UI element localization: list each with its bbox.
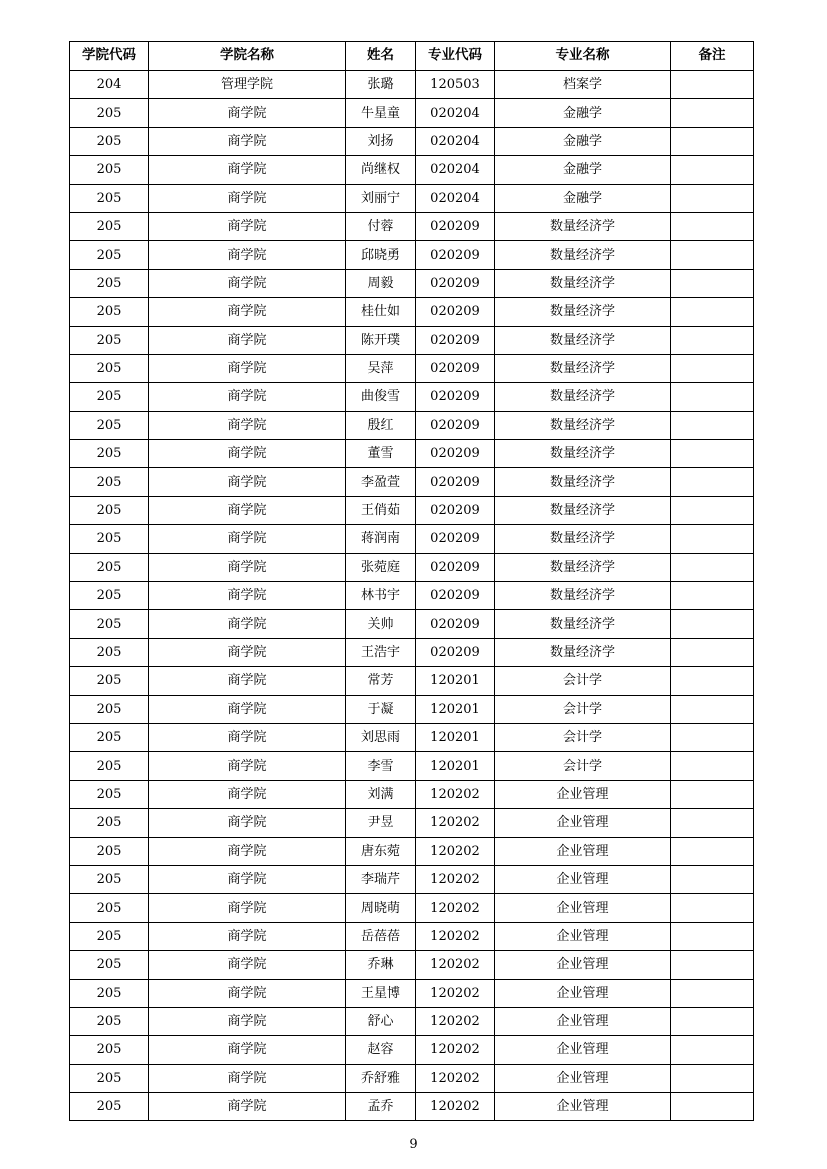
table-row — [70, 865, 754, 893]
major-name-cell: 会计学 — [495, 723, 671, 751]
college-code-cell: 205 — [70, 354, 149, 382]
major-name-cell: 会计学 — [495, 752, 671, 780]
college-name-cell: 商学院 — [149, 468, 346, 496]
major-code-cell: 020209 — [416, 212, 495, 240]
college-code-cell: 205 — [70, 1093, 149, 1121]
major-name-cell: 会计学 — [495, 695, 671, 723]
major-name-cell: 企业管理 — [495, 809, 671, 837]
college-code-cell: 205 — [70, 837, 149, 865]
remarks-cell — [671, 1007, 754, 1035]
college-code-cell: 205 — [70, 411, 149, 439]
remarks-cell — [671, 411, 754, 439]
table-row — [70, 440, 754, 468]
table-row — [70, 298, 754, 326]
college-code-cell: 205 — [70, 582, 149, 610]
college-name-cell: 商学院 — [149, 837, 346, 865]
remarks-cell — [671, 1093, 754, 1121]
college-name-cell: 商学院 — [149, 326, 346, 354]
major-name-cell: 企业管理 — [495, 780, 671, 808]
major-code-cell: 120202 — [416, 922, 495, 950]
major-code-cell: 120202 — [416, 865, 495, 893]
college-name-cell: 商学院 — [149, 979, 346, 1007]
student-name-cell: 乔琳 — [346, 951, 416, 979]
remarks-cell — [671, 212, 754, 240]
table-row — [70, 610, 754, 638]
major-name-cell: 企业管理 — [495, 1064, 671, 1092]
remarks-cell — [671, 383, 754, 411]
header-college-code: 学院代码 — [70, 42, 149, 71]
student-name-cell: 李瑞芹 — [346, 865, 416, 893]
page-number: 9 — [409, 1137, 418, 1152]
remarks-cell — [671, 894, 754, 922]
college-code-cell: 205 — [70, 525, 149, 553]
table-row — [70, 979, 754, 1007]
major-name-cell: 企业管理 — [495, 951, 671, 979]
student-name-cell: 付蓉 — [346, 212, 416, 240]
table-row — [70, 269, 754, 297]
college-code-cell: 205 — [70, 496, 149, 524]
remarks-cell — [671, 241, 754, 269]
college-name-cell: 商学院 — [149, 411, 346, 439]
student-name-cell: 张璐 — [346, 71, 416, 99]
student-name-cell: 王浩宇 — [346, 638, 416, 666]
college-code-cell: 205 — [70, 184, 149, 212]
remarks-cell — [671, 354, 754, 382]
major-code-cell: 020209 — [416, 269, 495, 297]
table-row — [70, 695, 754, 723]
remarks-cell — [671, 610, 754, 638]
remarks-cell — [671, 837, 754, 865]
table-row — [70, 837, 754, 865]
college-name-cell: 商学院 — [149, 809, 346, 837]
college-code-cell: 205 — [70, 298, 149, 326]
remarks-cell — [671, 326, 754, 354]
college-name-cell: 商学院 — [149, 298, 346, 326]
major-code-cell: 020209 — [416, 241, 495, 269]
remarks-cell — [671, 922, 754, 950]
student-name-cell: 林书宇 — [346, 582, 416, 610]
college-name-cell: 商学院 — [149, 553, 346, 581]
college-name-cell: 商学院 — [149, 525, 346, 553]
table-row — [70, 1064, 754, 1092]
major-code-cell: 020209 — [416, 440, 495, 468]
major-name-cell: 数量经济学 — [495, 468, 671, 496]
remarks-cell — [671, 553, 754, 581]
remarks-cell — [671, 582, 754, 610]
table-row — [70, 638, 754, 666]
major-code-cell: 120202 — [416, 979, 495, 1007]
remarks-cell — [671, 156, 754, 184]
roster-table — [69, 41, 754, 1121]
major-name-cell: 数量经济学 — [495, 298, 671, 326]
college-name-cell: 商学院 — [149, 1036, 346, 1064]
student-name-cell: 赵容 — [346, 1036, 416, 1064]
table-row — [70, 184, 754, 212]
student-name-cell: 周毅 — [346, 269, 416, 297]
major-code-cell: 120202 — [416, 894, 495, 922]
major-name-cell: 数量经济学 — [495, 241, 671, 269]
remarks-cell — [671, 1036, 754, 1064]
college-code-cell: 205 — [70, 894, 149, 922]
major-name-cell: 数量经济学 — [495, 610, 671, 638]
table-row — [70, 496, 754, 524]
student-name-cell: 李雪 — [346, 752, 416, 780]
major-name-cell: 数量经济学 — [495, 326, 671, 354]
college-name-cell: 商学院 — [149, 610, 346, 638]
college-name-cell: 商学院 — [149, 951, 346, 979]
college-code-cell: 205 — [70, 723, 149, 751]
remarks-cell — [671, 525, 754, 553]
student-name-cell: 刘思雨 — [346, 723, 416, 751]
college-name-cell: 商学院 — [149, 894, 346, 922]
major-code-cell: 020204 — [416, 184, 495, 212]
college-code-cell: 205 — [70, 269, 149, 297]
major-name-cell: 数量经济学 — [495, 411, 671, 439]
college-code-cell: 205 — [70, 865, 149, 893]
student-name-cell: 乔舒雅 — [346, 1064, 416, 1092]
college-code-cell: 205 — [70, 553, 149, 581]
table-row — [70, 525, 754, 553]
table-row — [70, 553, 754, 581]
header-row — [70, 42, 754, 71]
college-name-cell: 商学院 — [149, 752, 346, 780]
college-name-cell: 商学院 — [149, 269, 346, 297]
college-code-cell: 205 — [70, 156, 149, 184]
college-code-cell: 205 — [70, 695, 149, 723]
remarks-cell — [671, 184, 754, 212]
college-code-cell: 205 — [70, 440, 149, 468]
table-row — [70, 212, 754, 240]
major-code-cell: 020209 — [416, 638, 495, 666]
major-code-cell: 020204 — [416, 127, 495, 155]
table-row — [70, 71, 754, 99]
college-code-cell: 205 — [70, 326, 149, 354]
student-name-cell: 尹昱 — [346, 809, 416, 837]
student-name-cell: 孟乔 — [346, 1093, 416, 1121]
student-name-cell: 关帅 — [346, 610, 416, 638]
major-code-cell: 020209 — [416, 298, 495, 326]
remarks-cell — [671, 127, 754, 155]
college-code-cell: 205 — [70, 468, 149, 496]
major-name-cell: 数量经济学 — [495, 440, 671, 468]
student-name-cell: 尚继权 — [346, 156, 416, 184]
major-code-cell: 020204 — [416, 156, 495, 184]
student-name-cell: 牛星童 — [346, 99, 416, 127]
remarks-cell — [671, 71, 754, 99]
table-row — [70, 1093, 754, 1121]
student-name-cell: 刘丽宁 — [346, 184, 416, 212]
header-student-name: 姓名 — [346, 42, 416, 71]
major-code-cell: 020209 — [416, 553, 495, 581]
student-name-cell: 殷红 — [346, 411, 416, 439]
college-name-cell: 商学院 — [149, 1093, 346, 1121]
college-name-cell: 商学院 — [149, 922, 346, 950]
college-code-cell: 205 — [70, 667, 149, 695]
college-name-cell: 商学院 — [149, 354, 346, 382]
college-name-cell: 商学院 — [149, 156, 346, 184]
remarks-cell — [671, 468, 754, 496]
college-name-cell: 商学院 — [149, 865, 346, 893]
remarks-cell — [671, 865, 754, 893]
remarks-cell — [671, 298, 754, 326]
college-code-cell: 205 — [70, 780, 149, 808]
major-code-cell: 020204 — [416, 99, 495, 127]
remarks-cell — [671, 440, 754, 468]
college-code-cell: 205 — [70, 1064, 149, 1092]
major-code-cell: 120202 — [416, 951, 495, 979]
major-name-cell: 数量经济学 — [495, 638, 671, 666]
major-code-cell: 120503 — [416, 71, 495, 99]
major-name-cell: 会计学 — [495, 667, 671, 695]
college-code-cell: 205 — [70, 1036, 149, 1064]
major-code-cell: 120202 — [416, 1036, 495, 1064]
college-name-cell: 商学院 — [149, 695, 346, 723]
student-name-cell: 吴萍 — [346, 354, 416, 382]
student-name-cell: 王俏茹 — [346, 496, 416, 524]
college-code-cell: 205 — [70, 752, 149, 780]
major-code-cell: 020209 — [416, 383, 495, 411]
college-code-cell: 205 — [70, 241, 149, 269]
table-row — [70, 582, 754, 610]
table-row — [70, 780, 754, 808]
major-name-cell: 数量经济学 — [495, 582, 671, 610]
major-name-cell: 金融学 — [495, 156, 671, 184]
major-code-cell: 120202 — [416, 1093, 495, 1121]
table-row — [70, 809, 754, 837]
student-name-cell: 于凝 — [346, 695, 416, 723]
college-name-cell: 商学院 — [149, 667, 346, 695]
college-name-cell: 商学院 — [149, 1064, 346, 1092]
major-code-cell: 020209 — [416, 326, 495, 354]
major-code-cell: 020209 — [416, 354, 495, 382]
table-body — [70, 71, 754, 1121]
table-row — [70, 667, 754, 695]
major-code-cell: 120202 — [416, 1064, 495, 1092]
college-name-cell: 商学院 — [149, 99, 346, 127]
student-name-cell: 董雪 — [346, 440, 416, 468]
major-code-cell: 020209 — [416, 582, 495, 610]
table-row — [70, 241, 754, 269]
table-row — [70, 326, 754, 354]
college-code-cell: 205 — [70, 638, 149, 666]
major-code-cell: 020209 — [416, 610, 495, 638]
major-name-cell: 企业管理 — [495, 922, 671, 950]
major-name-cell: 数量经济学 — [495, 383, 671, 411]
student-name-cell: 刘满 — [346, 780, 416, 808]
major-name-cell: 档案学 — [495, 71, 671, 99]
student-name-cell: 曲俊雪 — [346, 383, 416, 411]
major-name-cell: 数量经济学 — [495, 496, 671, 524]
college-name-cell: 商学院 — [149, 383, 346, 411]
college-code-cell: 204 — [70, 71, 149, 99]
college-name-cell: 商学院 — [149, 241, 346, 269]
college-name-cell: 商学院 — [149, 496, 346, 524]
remarks-cell — [671, 496, 754, 524]
major-name-cell: 企业管理 — [495, 865, 671, 893]
remarks-cell — [671, 752, 754, 780]
college-name-cell: 商学院 — [149, 440, 346, 468]
student-name-cell: 桂仕如 — [346, 298, 416, 326]
major-name-cell: 数量经济学 — [495, 553, 671, 581]
major-code-cell: 120201 — [416, 695, 495, 723]
major-name-cell: 金融学 — [495, 127, 671, 155]
remarks-cell — [671, 1064, 754, 1092]
student-name-cell: 周晓萌 — [346, 894, 416, 922]
table-row — [70, 383, 754, 411]
college-name-cell: 商学院 — [149, 127, 346, 155]
major-code-cell: 020209 — [416, 411, 495, 439]
major-name-cell: 数量经济学 — [495, 354, 671, 382]
remarks-cell — [671, 99, 754, 127]
table-row — [70, 156, 754, 184]
student-name-cell: 舒心 — [346, 1007, 416, 1035]
student-name-cell: 王星博 — [346, 979, 416, 1007]
header-major-name: 专业名称 — [495, 42, 671, 71]
college-code-cell: 205 — [70, 922, 149, 950]
table-row — [70, 922, 754, 950]
college-code-cell: 205 — [70, 383, 149, 411]
remarks-cell — [671, 809, 754, 837]
major-code-cell: 120201 — [416, 752, 495, 780]
student-name-cell: 张菀庭 — [346, 553, 416, 581]
remarks-cell — [671, 695, 754, 723]
major-name-cell: 金融学 — [495, 99, 671, 127]
remarks-cell — [671, 269, 754, 297]
table-row — [70, 1036, 754, 1064]
student-name-cell: 常芳 — [346, 667, 416, 695]
college-code-cell: 205 — [70, 610, 149, 638]
student-name-cell: 岳蓓蓓 — [346, 922, 416, 950]
remarks-cell — [671, 979, 754, 1007]
major-code-cell: 020209 — [416, 496, 495, 524]
major-code-cell: 120202 — [416, 837, 495, 865]
major-code-cell: 020209 — [416, 468, 495, 496]
table-row — [70, 411, 754, 439]
student-name-cell: 邱晓勇 — [346, 241, 416, 269]
major-code-cell: 120202 — [416, 1007, 495, 1035]
header-remarks: 备注 — [671, 42, 754, 71]
major-name-cell: 金融学 — [495, 184, 671, 212]
table-row — [70, 723, 754, 751]
table-row — [70, 99, 754, 127]
student-name-cell: 蒋润南 — [346, 525, 416, 553]
table-row — [70, 951, 754, 979]
student-name-cell: 唐东菀 — [346, 837, 416, 865]
college-name-cell: 商学院 — [149, 582, 346, 610]
college-name-cell: 管理学院 — [149, 71, 346, 99]
remarks-cell — [671, 951, 754, 979]
table-row — [70, 894, 754, 922]
major-name-cell: 数量经济学 — [495, 525, 671, 553]
major-code-cell: 120201 — [416, 723, 495, 751]
college-code-cell: 205 — [70, 212, 149, 240]
college-code-cell: 205 — [70, 1007, 149, 1035]
major-code-cell: 120202 — [416, 780, 495, 808]
table-row — [70, 127, 754, 155]
table-row — [70, 1007, 754, 1035]
major-name-cell: 企业管理 — [495, 1007, 671, 1035]
major-code-cell: 120202 — [416, 809, 495, 837]
college-name-cell: 商学院 — [149, 184, 346, 212]
table-row — [70, 752, 754, 780]
header-major-code: 专业代码 — [416, 42, 495, 71]
major-name-cell: 数量经济学 — [495, 269, 671, 297]
remarks-cell — [671, 667, 754, 695]
college-name-cell: 商学院 — [149, 638, 346, 666]
table-row — [70, 468, 754, 496]
remarks-cell — [671, 780, 754, 808]
college-name-cell: 商学院 — [149, 780, 346, 808]
major-code-cell: 020209 — [416, 525, 495, 553]
major-code-cell: 120201 — [416, 667, 495, 695]
remarks-cell — [671, 723, 754, 751]
table-row — [70, 354, 754, 382]
major-name-cell: 企业管理 — [495, 837, 671, 865]
college-code-cell: 205 — [70, 127, 149, 155]
header-college-name: 学院名称 — [149, 42, 346, 71]
student-name-cell: 陈开璞 — [346, 326, 416, 354]
major-name-cell: 数量经济学 — [495, 212, 671, 240]
major-name-cell: 企业管理 — [495, 1036, 671, 1064]
college-name-cell: 商学院 — [149, 1007, 346, 1035]
major-name-cell: 企业管理 — [495, 894, 671, 922]
student-name-cell: 刘扬 — [346, 127, 416, 155]
college-code-cell: 205 — [70, 979, 149, 1007]
college-code-cell: 205 — [70, 951, 149, 979]
college-name-cell: 商学院 — [149, 723, 346, 751]
college-code-cell: 205 — [70, 809, 149, 837]
college-name-cell: 商学院 — [149, 212, 346, 240]
major-name-cell: 企业管理 — [495, 1093, 671, 1121]
remarks-cell — [671, 638, 754, 666]
major-name-cell: 企业管理 — [495, 979, 671, 1007]
college-code-cell: 205 — [70, 99, 149, 127]
student-name-cell: 李盈萱 — [346, 468, 416, 496]
